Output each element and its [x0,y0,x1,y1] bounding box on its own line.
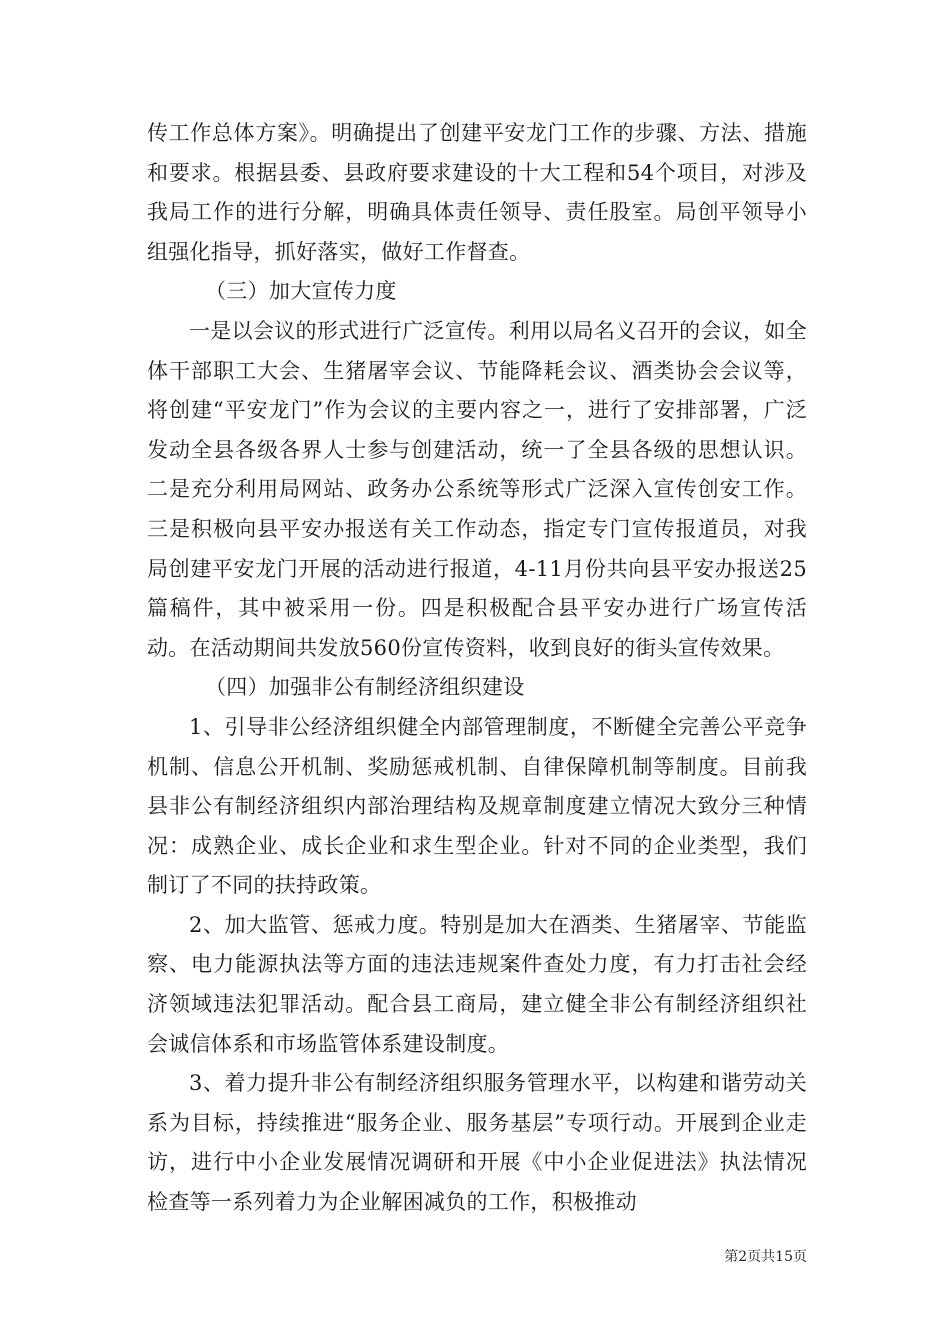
paragraph-item-3: 3、着力提升非公有制经济组织服务管理水平，以构建和谐劳动关系为目标，持续推进“服务企业、服务基层”专项行动。开展到企业走访，进行中小企业发展情况调研和开展《中小企业促进法》执法情况检查等一系列着力为企业解困减负的工作，积极推动 [147,1071,807,1215]
paragraph-plan-continuation: 传工作总体方案》。明确提出了创建平安龙门工作的步骤、方法、措施和要求。根据县委、县政府要求建设的十大工程和54个项目，对涉及我局工作的进行分解，明确具体责任领导、责任股室。局创平领导小组强化指导，抓好落实，做好工作督查。 [147,121,807,264]
paragraph-item-2: 2、加大监管、惩戒力度。特别是加大在酒类、生猪屠宰、节能监察、电力能源执法等方面的违法违规案件查处力度，有力打击社会经济领域违法犯罪活动。配合县工商局，建立健全非公有制经济组织社会诚信体系和市场监管体系建设制度。 [147,912,807,1056]
paragraph-publicity: 一是以会议的形式进行广泛宣传。利用以局名义召开的会议，如全体干部职工大会、生猪屠宰会议、节能降耗会议、酒类协会会议等，将创建“平安龙门”作为会议的主要内容之一，进行了安排部署，广泛发动全县各级各界人士参与创建活动，统一了全县各级的思想认识。二是充分利用局网站、政务办公系统等形式广泛深入宣传创安工作。三是积极向县平安办报送有关工作动态，指定专门宣传报道员，对我局创建平安龙门开展的活动进行报道，4-11月份共向县平安办报送25篇稿件，其中被采用一份。四是积极配合县平安办进行广场宣传活动。在活动期间共发放560份宣传资料，收到良好的街头宣传效果。 [147,318,807,660]
document-body [147,114,807,1223]
paragraph-item-1: 1、引导非公经济组织健全内部管理制度，不断健全完善公平竞争机制、信息公开机制、奖励惩戒机制、自律保障机制等制度。目前我县非公有制经济组织内部治理结构及规章制度建立情况大致分三种情况：成熟企业、成长企业和求生型企业。针对不同的企业类型，我们制订了不同的扶持政策。 [147,714,807,898]
page-number-footer: 第2页共15页 [724,1249,807,1265]
section-heading-non-public-economy: （四）加强非公有制经济组织建设 [205,675,525,700]
section-heading-publicity: （三）加大宣传力度 [205,279,397,304]
